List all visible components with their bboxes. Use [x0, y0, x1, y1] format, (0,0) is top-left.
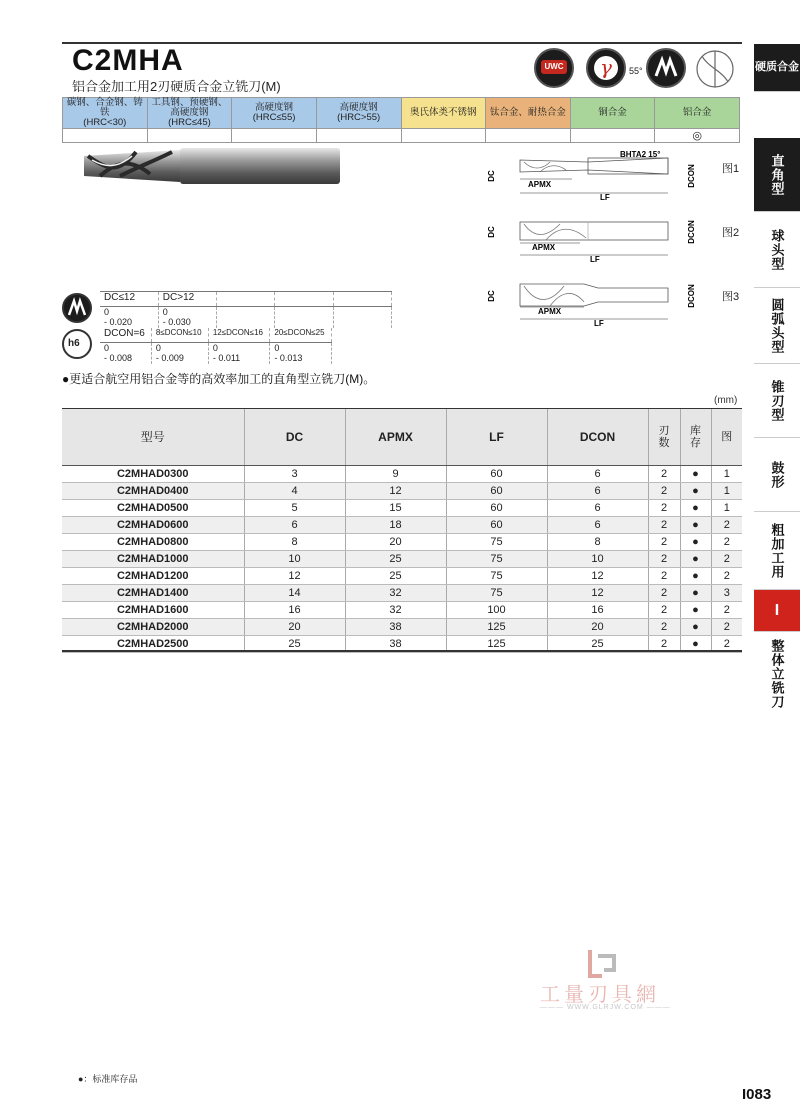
cell-flutes: 2 — [648, 465, 680, 482]
cell-apmx: 38 — [345, 618, 446, 635]
lf-label: LF — [594, 319, 604, 328]
cell-fig: 1 — [711, 465, 742, 482]
helix-angle-value: 55° — [629, 66, 643, 76]
cell-flutes: 2 — [648, 516, 680, 533]
flute-glyph-icon — [648, 50, 684, 86]
tol-value — [333, 306, 391, 328]
stock-footnote: ●：标准库存品 — [78, 1074, 138, 1084]
side-tab-barrel[interactable]: 鼓形 — [754, 438, 800, 512]
cell-lf: 60 — [446, 482, 547, 499]
tol-value — [217, 306, 275, 328]
cell-model: C2MHAD0800 — [62, 533, 244, 550]
cell-lf: 60 — [446, 465, 547, 482]
cell-dcon: 10 — [547, 550, 648, 567]
cell-dcon: 6 — [547, 482, 648, 499]
cell-stock: ● — [680, 465, 711, 482]
cell-model: C2MHAD2000 — [62, 618, 244, 635]
cell-apmx: 18 — [345, 516, 446, 533]
cell-lf: 75 — [446, 584, 547, 601]
suitability-cell — [401, 129, 486, 143]
material-cell: 钛合金、耐热合金 — [486, 98, 571, 129]
cell-fig: 2 — [711, 635, 742, 652]
spec-row — [62, 567, 742, 584]
side-tab-roughing[interactable]: 粗加工用 — [754, 512, 800, 590]
cell-apmx: 20 — [345, 533, 446, 550]
dc-label: DC — [487, 226, 496, 238]
material-cell: 碳钢、合金钢、铸铁 (HRC<30) — [63, 98, 148, 129]
cell-flutes: 2 — [648, 618, 680, 635]
cell-stock: ● — [680, 550, 711, 567]
cell-flutes: 2 — [648, 482, 680, 499]
cell-flutes: 2 — [648, 584, 680, 601]
cell-dcon: 6 — [547, 516, 648, 533]
suitability-cell-aluminum: ◎ — [655, 129, 740, 143]
uwc-coating-icon — [534, 48, 574, 88]
cell-dc: 10 — [244, 550, 345, 567]
col-dcon: DCON — [547, 409, 648, 465]
apmx-label: APMX — [528, 180, 552, 189]
material-cell: 奥氏体类不锈钢 — [401, 98, 486, 129]
suitability-cell — [486, 129, 571, 143]
cell-apmx: 15 — [345, 499, 446, 516]
cell-stock: ● — [680, 499, 711, 516]
col-apmx: APMX — [345, 409, 446, 465]
cell-model: C2MHAD1000 — [62, 550, 244, 567]
watermark-logo — [582, 946, 622, 980]
tol-value: 0 - 0.011 — [208, 342, 270, 364]
cell-lf: 60 — [446, 499, 547, 516]
cell-model: C2MHAD0600 — [62, 516, 244, 533]
col-figure: 图 — [711, 409, 742, 465]
cell-dc: 16 — [244, 601, 345, 618]
cell-dc: 14 — [244, 584, 345, 601]
end-mill-photo — [80, 142, 342, 190]
cell-lf: 100 — [446, 601, 547, 618]
cell-fig: 2 — [711, 567, 742, 584]
apmx-label: APMX — [538, 307, 562, 316]
cell-stock: ● — [680, 618, 711, 635]
uwc-label: UWC — [541, 60, 567, 74]
dimension-diagram-3 — [488, 276, 750, 328]
cell-model: C2MHAD0500 — [62, 499, 244, 516]
cell-dc: 8 — [244, 533, 345, 550]
product-title: C2MHA — [72, 44, 184, 77]
spec-row — [62, 465, 742, 482]
cell-apmx: 12 — [345, 482, 446, 499]
cell-stock: ● — [680, 516, 711, 533]
material-table — [62, 97, 740, 143]
spec-row — [62, 516, 742, 533]
tol-header: DC≤12 — [100, 292, 158, 306]
spec-bottom-rule — [62, 650, 742, 652]
figure-label-3: 图3 — [722, 291, 740, 303]
cell-model: C2MHAD1200 — [62, 567, 244, 584]
dc-tolerance-table — [100, 292, 392, 328]
spec-row — [62, 618, 742, 635]
cell-flutes: 2 — [648, 550, 680, 567]
tol-value — [275, 306, 333, 328]
cell-fig: 2 — [711, 516, 742, 533]
cell-dc: 3 — [244, 465, 345, 482]
cell-dcon: 6 — [547, 465, 648, 482]
cell-lf: 75 — [446, 550, 547, 567]
side-tab-taper[interactable]: 锥刃型 — [754, 364, 800, 438]
cell-stock: ● — [680, 533, 711, 550]
cell-model: C2MHAD1400 — [62, 584, 244, 601]
watermark-text: 工量刃具網 — [540, 982, 660, 1006]
cell-model: C2MHAD0300 — [62, 465, 244, 482]
col-flutes: 刃数 — [648, 409, 680, 465]
tol-value: 0 - 0.020 — [100, 306, 158, 328]
cell-apmx: 25 — [345, 567, 446, 584]
dcon-label: DCON — [687, 164, 696, 188]
cell-stock: ● — [680, 601, 711, 618]
cell-lf: 125 — [446, 618, 547, 635]
cell-fig: 2 — [711, 550, 742, 567]
feature-badges — [534, 48, 744, 92]
cell-stock: ● — [680, 482, 711, 499]
cell-model: C2MHAD2500 — [62, 635, 244, 652]
cell-fig: 1 — [711, 482, 742, 499]
cell-apmx: 32 — [345, 601, 446, 618]
tol-header — [217, 292, 275, 306]
side-tab-ball[interactable]: 球头型 — [754, 212, 800, 288]
suitability-cell — [232, 129, 317, 143]
cell-fig: 3 — [711, 584, 742, 601]
cell-flutes: 2 — [648, 601, 680, 618]
tol-header: DC>12 — [158, 292, 216, 306]
material-cell: 铝合金 — [655, 98, 740, 129]
cell-dcon: 6 — [547, 499, 648, 516]
cell-dcon: 8 — [547, 533, 648, 550]
suitability-cell — [570, 129, 655, 143]
side-tab-solid-end-mill[interactable]: 整体立铣刀 — [769, 639, 785, 709]
cell-fig: 2 — [711, 618, 742, 635]
cell-flutes: 2 — [648, 533, 680, 550]
helix-symbol: γ — [594, 56, 618, 80]
material-header-row — [63, 98, 740, 129]
helix-angle-icon — [586, 48, 626, 88]
material-cell: 工具钢、预硬钢、高硬度钢 (HRC≤45) — [147, 98, 232, 129]
feature-description: ●更适合航空用铝合金等的高效率加工的直角型立铣刀(M)。 — [62, 372, 376, 386]
cell-dc: 6 — [244, 516, 345, 533]
cell-stock: ● — [680, 584, 711, 601]
dimension-diagram-1 — [488, 150, 750, 202]
cell-dc: 25 — [244, 635, 345, 652]
end-view-icon — [694, 48, 736, 90]
spec-header-row — [62, 409, 742, 465]
dc-label: DC — [487, 170, 496, 182]
material-cell: 高硬度钢 (HRC>55) — [316, 98, 401, 129]
cell-flutes: 2 — [648, 567, 680, 584]
side-tab-radius[interactable]: 圆弧头型 — [754, 288, 800, 364]
cell-dcon: 16 — [547, 601, 648, 618]
cell-dcon: 20 — [547, 618, 648, 635]
cell-apmx: 25 — [345, 550, 446, 567]
dimension-diagram-2 — [488, 212, 750, 264]
cell-dc: 5 — [244, 499, 345, 516]
dcon-label: DCON — [687, 284, 696, 308]
cell-lf: 75 — [446, 567, 547, 584]
apmx-label: APMX — [532, 243, 556, 252]
material-cell: 高硬度钢 (HRC≤55) — [232, 98, 317, 129]
cell-dc: 12 — [244, 567, 345, 584]
cell-flutes: 2 — [648, 499, 680, 516]
suitability-cell — [316, 129, 401, 143]
side-tab-carbide[interactable]: 硬质合金 — [754, 44, 800, 92]
suitability-cell — [63, 129, 148, 143]
dcon-label: DCON — [687, 220, 696, 244]
cell-lf: 60 — [446, 516, 547, 533]
cell-fig: 2 — [711, 533, 742, 550]
cell-lf: 75 — [446, 533, 547, 550]
h6-label: h6 — [68, 338, 80, 349]
lf-label: LF — [590, 255, 600, 264]
lf-label: LF — [600, 193, 610, 202]
side-tab-square[interactable]: 直角型 — [754, 138, 800, 212]
suitability-cell — [147, 129, 232, 143]
col-stock: 库存 — [680, 409, 711, 465]
cell-apmx: 38 — [345, 635, 446, 652]
figure-label-2: 图2 — [722, 227, 740, 239]
cell-flutes: 2 — [648, 635, 680, 652]
material-cell: 铜合金 — [570, 98, 655, 129]
tol-value: 0 - 0.009 — [151, 342, 208, 364]
bhta-label: BHTA2 15° — [620, 150, 661, 159]
cell-fig: 2 — [711, 601, 742, 618]
unit-label: (mm) — [714, 395, 738, 406]
product-subtitle: 铝合金加工用2刃硬质合金立铣刀(M) — [72, 79, 281, 94]
tol-value: 0 - 0.030 — [158, 306, 216, 328]
tol-header: 8≤DCON≤10 — [151, 328, 208, 342]
tol-value: 0 - 0.013 — [270, 342, 332, 364]
cell-model: C2MHAD1600 — [62, 601, 244, 618]
page-number: I083 — [742, 1086, 772, 1103]
side-tab-section-i[interactable]: I — [754, 590, 800, 632]
cell-dcon: 25 — [547, 635, 648, 652]
cell-dc: 20 — [244, 618, 345, 635]
cell-dcon: 12 — [547, 567, 648, 584]
cell-stock: ● — [680, 567, 711, 584]
cell-stock: ● — [680, 635, 711, 652]
dc-tolerance-icon — [62, 293, 92, 323]
cell-apmx: 9 — [345, 465, 446, 482]
spec-row — [62, 601, 742, 618]
spec-table — [62, 409, 742, 653]
tol-value: 0 - 0.008 — [100, 342, 151, 364]
figure-label-1: 图1 — [722, 163, 740, 175]
cell-apmx: 32 — [345, 584, 446, 601]
tol-header: 12≤DCON≤16 — [208, 328, 270, 342]
material-suitability-row — [63, 129, 740, 143]
cell-fig: 1 — [711, 499, 742, 516]
flute-type-icon — [646, 48, 686, 88]
col-lf: LF — [446, 409, 547, 465]
cell-dc: 4 — [244, 482, 345, 499]
dcon-tolerance-table — [100, 328, 332, 364]
watermark-url: ——— WWW.GLRJW.COM ——— — [540, 1004, 671, 1011]
cell-dcon: 12 — [547, 584, 648, 601]
col-model: 型号 — [62, 409, 244, 465]
tol-header — [333, 292, 391, 306]
spec-row — [62, 499, 742, 516]
spec-row — [62, 550, 742, 567]
tol-header: 20≤DCON≤25 — [270, 328, 332, 342]
spec-row — [62, 482, 742, 499]
col-dc: DC — [244, 409, 345, 465]
cell-lf: 125 — [446, 635, 547, 652]
spec-row — [62, 533, 742, 550]
tol-header: DCON=6 — [100, 328, 151, 342]
spec-row — [62, 584, 742, 601]
h6-tolerance-icon — [62, 329, 92, 359]
cell-model: C2MHAD0400 — [62, 482, 244, 499]
dc-label: DC — [487, 290, 496, 302]
tol-header — [275, 292, 333, 306]
